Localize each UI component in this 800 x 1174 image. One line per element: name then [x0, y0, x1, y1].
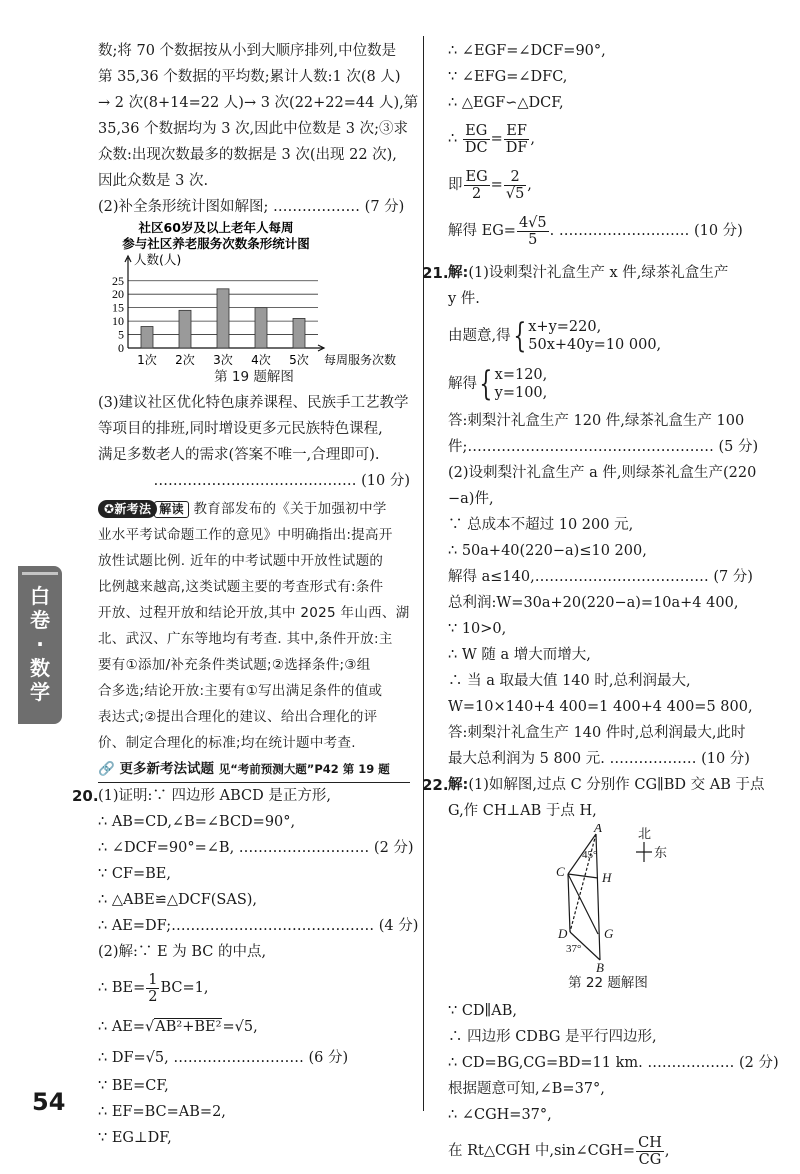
q21-line: ∴ W 随 a 增大而增大,: [448, 647, 591, 663]
bar: [293, 318, 305, 348]
question-number: 20.: [72, 787, 99, 805]
q22-line: 在 Rt△CGH 中,sin∠CGH= $\frac{CH}{CG}$ ,: [448, 1134, 670, 1168]
fraction: $\frac{1}{2}$: [148, 971, 158, 1005]
q21-line: 最大总利润为 5 800 元. ……………… (10 分): [448, 751, 750, 767]
note-line: 放性试题比例. 近年的中考试题中开放性试题的: [98, 553, 384, 569]
score: (7 分): [713, 569, 753, 585]
note-text: 教育部发布的《关于加强初中学: [193, 501, 387, 517]
figure-caption: 第 22 题解图: [568, 975, 648, 991]
chart-title: 参与社区养老服务次数条形统计图: [122, 236, 310, 251]
x-axis-label: 每周服务次数: [324, 353, 397, 367]
label-45: 45°: [582, 849, 598, 861]
note-line: 北、武汉、广东等地均有考查. 其中,条件开放:主: [98, 631, 393, 647]
q22-line: 22. 解:(1)如解图,过点 C 分别作 CG∥BD 交 AB 于点: [448, 772, 768, 798]
bar: [179, 310, 191, 348]
q21-line: W=10×140+4 400=1 400+4 400=5 800,: [448, 699, 753, 715]
q22-line: ∴ CD=BG,CG=BD=11 km. ……………… (2 分): [448, 1055, 779, 1071]
label-north: 北: [638, 826, 652, 841]
link-icon: 🔗: [98, 761, 115, 777]
fraction: $\frac{4√5}{5}$: [518, 214, 547, 248]
text-line: 因此众数是 3 次.: [98, 173, 209, 189]
part2-text: (2)补全条形统计图如解图;: [98, 199, 269, 215]
x-tick-label: 4次: [251, 353, 271, 367]
equation-system: x+y=220, 50x+40y=10 000,: [528, 319, 662, 353]
dot-leader: ………………: [273, 199, 365, 215]
text-line: 35,36 个数据均为 3 次,因此中位数是 3 次;③求: [98, 121, 408, 137]
chart-caption: 第 19 题解图: [214, 369, 294, 385]
text-line: 满足多数老人的需求(答案不唯一,合理即可).: [98, 447, 380, 463]
score: (10 分): [361, 473, 410, 489]
y-tick-label: 10: [112, 314, 124, 329]
q21-line: −a)件,: [448, 491, 494, 507]
label-D: D: [558, 926, 568, 941]
explain-badge: 解读: [154, 501, 189, 518]
bar: [255, 308, 267, 348]
fraction: $\frac{EG}{2}$: [465, 168, 488, 202]
note-line: 表达式;②提出合理化的建议、给出合理化的评: [98, 709, 378, 725]
chart-title: 社区60岁及以上老年人每周: [138, 220, 294, 235]
new-method-badge: ✪新考法: [98, 500, 157, 518]
y-axis-label: 人数(人): [134, 252, 182, 267]
score: (7 分): [364, 199, 405, 215]
text-line: 即 $\frac{EG}{2}$ = $\frac{2}{√5}$ ,: [448, 168, 532, 202]
bar-chart: [98, 220, 410, 368]
y-tick-label: 0: [118, 341, 124, 355]
right-column: [422, 38, 779, 1174]
question-number: 21.: [422, 264, 449, 282]
x-tick-label: 3次: [213, 353, 233, 367]
y-tick-label: 15: [112, 300, 124, 315]
q21-line: 总利润:W=30a+20(220−a)=10a+4 400,: [448, 595, 739, 611]
text-line: [98, 468, 410, 494]
q21-line: 解得 { x=120, y=100,: [448, 364, 548, 404]
q20-line: (2)解:∵ E 为 BC 的中点,: [98, 944, 267, 960]
note-line: 开放、过程开放和结论开放,其中 2025 年山西、湖: [98, 605, 410, 621]
segment-CH: [568, 874, 598, 878]
q20-line: ∴ ∠DCF=90°=∠B, ……………………… (2 分): [98, 840, 414, 856]
label-G: G: [604, 926, 614, 941]
text-line: 数;将 70 个数据按从小到大顺序排列,中位数是: [98, 43, 397, 59]
x-tick-label: 5次: [289, 353, 309, 367]
text-line: ∴ △EGF∽△DCF,: [448, 95, 564, 111]
score: (4 分): [378, 918, 419, 934]
y-tick-label: 20: [112, 287, 124, 302]
q21-line: (2)设刺梨汁礼盒生产 a 件,则绿茶礼盒生产(220: [448, 465, 757, 481]
fraction: $\frac{EF}{DF}$: [505, 122, 528, 156]
note-line: 价、制定合理化的标准;均在统计题中考查.: [98, 735, 356, 751]
text-line: → 2 次(8+14=22 人)→ 3 次(22+22=44 人),第: [98, 95, 419, 111]
note-line: [98, 496, 410, 522]
score: (2 分): [373, 840, 414, 856]
text-line: ∵ ∠EFG=∠DFC,: [448, 69, 568, 85]
label-H: H: [602, 870, 612, 885]
score: (5 分): [718, 439, 759, 455]
text-line: 等项目的排班,同时增设更多元民族特色课程,: [98, 421, 383, 437]
q20-line: 20. (1)证明:∵ 四边形 ABCD 是正方形,: [98, 783, 410, 809]
q20-line: ∵ BE=CF,: [98, 1078, 169, 1094]
q20-line: ∴ AE=√AB²+BE²=√5,: [98, 1019, 258, 1035]
q21-line: 答:刺梨汁礼盒生产 120 件,绿茶礼盒生产 100: [448, 413, 745, 429]
score: (2 分): [739, 1055, 779, 1071]
q21-line: ∵ 10>0,: [448, 621, 507, 637]
label-B: B: [596, 960, 604, 974]
x-tick-label: 2次: [175, 353, 195, 367]
score: (10 分): [693, 223, 743, 239]
more-ref: 见“考前预测大题”P42 第 19 题: [218, 762, 390, 776]
q20-line: ∴ BE= $\frac{1}{2}$ BC=1,: [98, 971, 209, 1005]
q20-line: ∴ AB=CD,∠B=∠BCD=90°,: [98, 814, 296, 830]
q21-line: 件;…………………………………………… (5 分): [448, 439, 759, 455]
q20-line: ∴ EF=BC=AB=2,: [98, 1104, 226, 1120]
equation-system: x=120, y=100,: [494, 367, 548, 401]
fraction: $\frac{2}{√5}$: [505, 168, 525, 202]
segment-CD: [568, 874, 570, 932]
text-line: (3)建议社区优化特色康养课程、民族手工艺教学: [98, 395, 409, 411]
q20-line: ∴ AE=DF;…………………………………… (4 分): [98, 918, 419, 934]
q21-line: ∴ 50a+40(220−a)≤10 200,: [448, 543, 647, 559]
more-questions-link: 🔗 更多新考法试题 见“考前预测大题”P42 第 19 题: [98, 756, 410, 783]
label-37: 37°: [566, 943, 582, 955]
q22-line: G,作 CH⊥AB 于点 H,: [448, 803, 597, 819]
text-line: 众数:出现次数最多的数据是 3 次(出现 22 次),: [98, 147, 397, 163]
q21-line: 答:刺梨汁礼盒生产 140 件时,总利润最大,此时: [448, 725, 746, 741]
y-tick-label: 5: [118, 327, 124, 342]
score: (6 分): [308, 1050, 349, 1066]
subject-side-tab: 白 卷 · 数 学: [18, 566, 62, 724]
note-line: 比例越来越高,这类试题主要的考查形式有:条件: [98, 579, 384, 595]
left-column: [72, 38, 419, 1151]
text-line: 解得 EG= $\frac{4√5}{5}$ . ……………………… (10 分): [448, 214, 743, 248]
note-line: 要有①添加/补充条件类试题;②选择条件;③组: [98, 657, 371, 673]
label-east: 东: [654, 845, 668, 860]
q21-line: 解得 a≤140,……………………………… (7 分): [448, 569, 753, 585]
text-line: [98, 194, 410, 220]
q22-line: ∴ 四边形 CDBG 是平行四边形,: [448, 1029, 657, 1045]
q22-line: 根据题意可知,∠B=37°,: [448, 1081, 605, 1097]
text-line: ∴ $\frac{EG}{DC}$ = $\frac{EF}{DF}$ ,: [448, 122, 536, 156]
score: (10 分): [701, 751, 750, 767]
text-line: ∴ ∠EGF=∠DCF=90°,: [448, 43, 606, 59]
y-tick-label: 25: [112, 273, 124, 288]
q21-line: 21. 解:(1)设刺梨汁礼盒生产 x 件,绿茶礼盒生产: [448, 260, 768, 286]
fraction: $\frac{EG}{DC}$: [464, 122, 488, 156]
q20-line: ∵ CF=BE,: [98, 866, 171, 882]
geometry-figure-svg: [448, 824, 768, 974]
q21-line: y 件.: [448, 291, 480, 307]
q22-line: ∵ CD∥AB,: [448, 1003, 517, 1019]
page-number: 54: [32, 1088, 66, 1116]
label-A: A: [594, 824, 602, 835]
bar-chart-svg: [98, 220, 410, 368]
bar: [141, 326, 153, 348]
north-arrow: [636, 842, 652, 862]
q22-line: ∴ ∠CGH=37°,: [448, 1107, 552, 1123]
column-divider: [423, 36, 424, 1111]
q21-line: 由题意,得 { x+y=220, 50x+40y=10 000,: [448, 316, 662, 356]
x-tick-label: 1次: [137, 353, 157, 367]
question-number: 22.: [422, 776, 449, 794]
label-C: C: [556, 864, 565, 879]
q20-line: ∵ EG⊥DF,: [98, 1130, 172, 1146]
q20-line: ∴ DF=√5, ……………………… (6 分): [98, 1050, 349, 1066]
q20-line: ∴ △ABE≌△DCF(SAS),: [98, 892, 258, 908]
note-line: 合多选;结论开放:主要有①写出满足条件的值或: [98, 683, 383, 699]
dot-leader: ……………………………………: [153, 473, 362, 489]
geometry-figure: [448, 824, 768, 974]
text-line: 第 35,36 个数据的平均数;累计人数:1 次(8 人): [98, 69, 401, 85]
bar: [217, 289, 229, 348]
q21-line: ∵ 总成本不超过 10 200 元,: [448, 517, 634, 533]
fraction: $\frac{CH}{CG}$: [638, 1134, 662, 1168]
q21-line: ∴ 当 a 取最大值 140 时,总利润最大,: [448, 673, 691, 689]
note-line: 业水平考试命题工作的意见》中明确指出:提高开: [98, 527, 393, 543]
